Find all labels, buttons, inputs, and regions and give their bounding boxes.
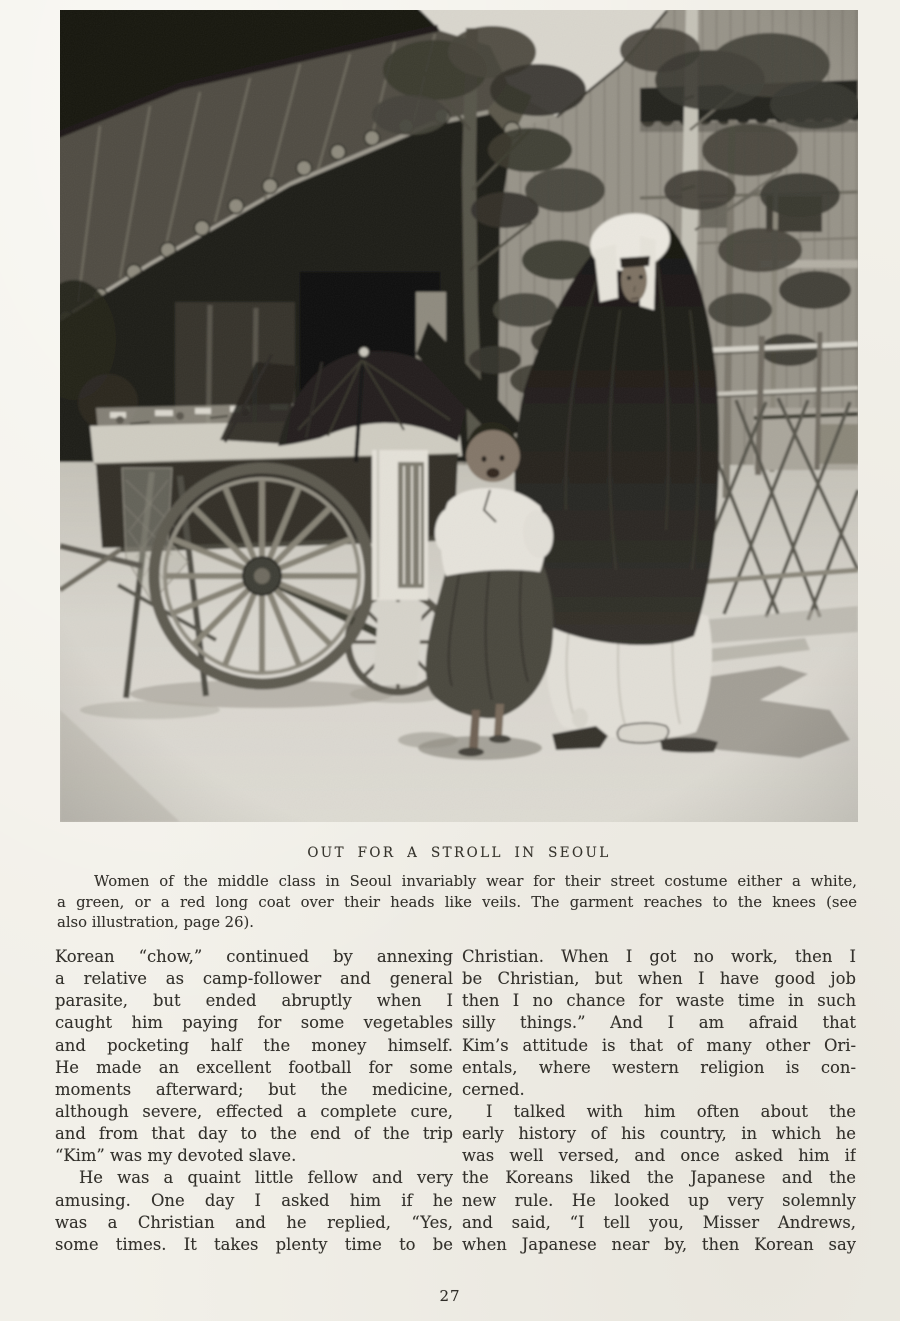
text-line: a relative as camp-follower and general	[55, 969, 453, 989]
text-line: Christian. When I got no work, then I	[462, 947, 856, 966]
text-line: be Christian, but when I have good job	[462, 969, 856, 989]
text-line: He was a quaint little fellow and very	[79, 1168, 453, 1188]
caption-line: also illustration, page 26).	[57, 914, 254, 932]
page-number: 27	[439, 1287, 461, 1305]
film-grain	[60, 10, 858, 822]
text-line: amusing. One day I asked him if he	[55, 1190, 453, 1210]
text-column-left	[55, 946, 453, 1256]
text-line: then I no chance for waste time in such	[462, 991, 856, 1011]
photo-caption	[57, 872, 857, 934]
text-line: Korean “chow,” continued by annexing	[55, 947, 453, 966]
text-line: and said, “I tell you, Misser Andrews,	[462, 1212, 856, 1232]
photo-caption-title: OUT FOR A STROLL IN SEOUL	[307, 845, 611, 861]
text-line: I talked with him often about the	[486, 1101, 856, 1121]
text-line: Kim’s attitude is that of many other Ori-	[462, 1035, 856, 1055]
text-line: He made an excellent football for some	[55, 1057, 453, 1077]
text-line: and pocketing half the money himself.	[55, 1035, 453, 1055]
photo-illustration	[60, 10, 858, 822]
text-line: “Kim” was my devoted slave.	[55, 1146, 297, 1166]
text-line: when Japanese near by, then Korean say	[462, 1234, 856, 1254]
text-line: the Koreans liked the Japanese and the	[462, 1168, 856, 1188]
caption-line: Women of the middle class in Seoul invariably wear for their street costume either a white,	[94, 873, 857, 890]
text-line: was a Christian and he replied, “Yes,	[55, 1212, 453, 1232]
photograph	[60, 10, 858, 822]
text-column-right	[462, 946, 856, 1256]
text-line: parasite, but ended abruptly when I	[55, 991, 453, 1011]
text-line: moments afterward; but the medicine,	[55, 1079, 453, 1099]
text-line: although severe, effected a complete cure,	[55, 1101, 453, 1121]
text-line: early history of his country, in which he	[462, 1124, 856, 1144]
text-line: was well versed, and once asked him if	[462, 1146, 856, 1166]
text-line: new rule. He looked up very solemnly	[462, 1190, 856, 1210]
text-line: some times. It takes plenty time to be	[55, 1234, 453, 1254]
text-line: cerned.	[462, 1079, 525, 1099]
caption-line: a green, or a red long coat over their heads like veils. The garment reaches to the knees (see	[57, 893, 857, 911]
text-line: caught him paying for some vegetables	[55, 1013, 453, 1033]
text-line: and from that day to the end of the trip	[55, 1124, 453, 1144]
text-line: entals, where western religion is con-	[462, 1057, 856, 1077]
text-line: silly things.” And I am afraid that	[462, 1013, 856, 1033]
